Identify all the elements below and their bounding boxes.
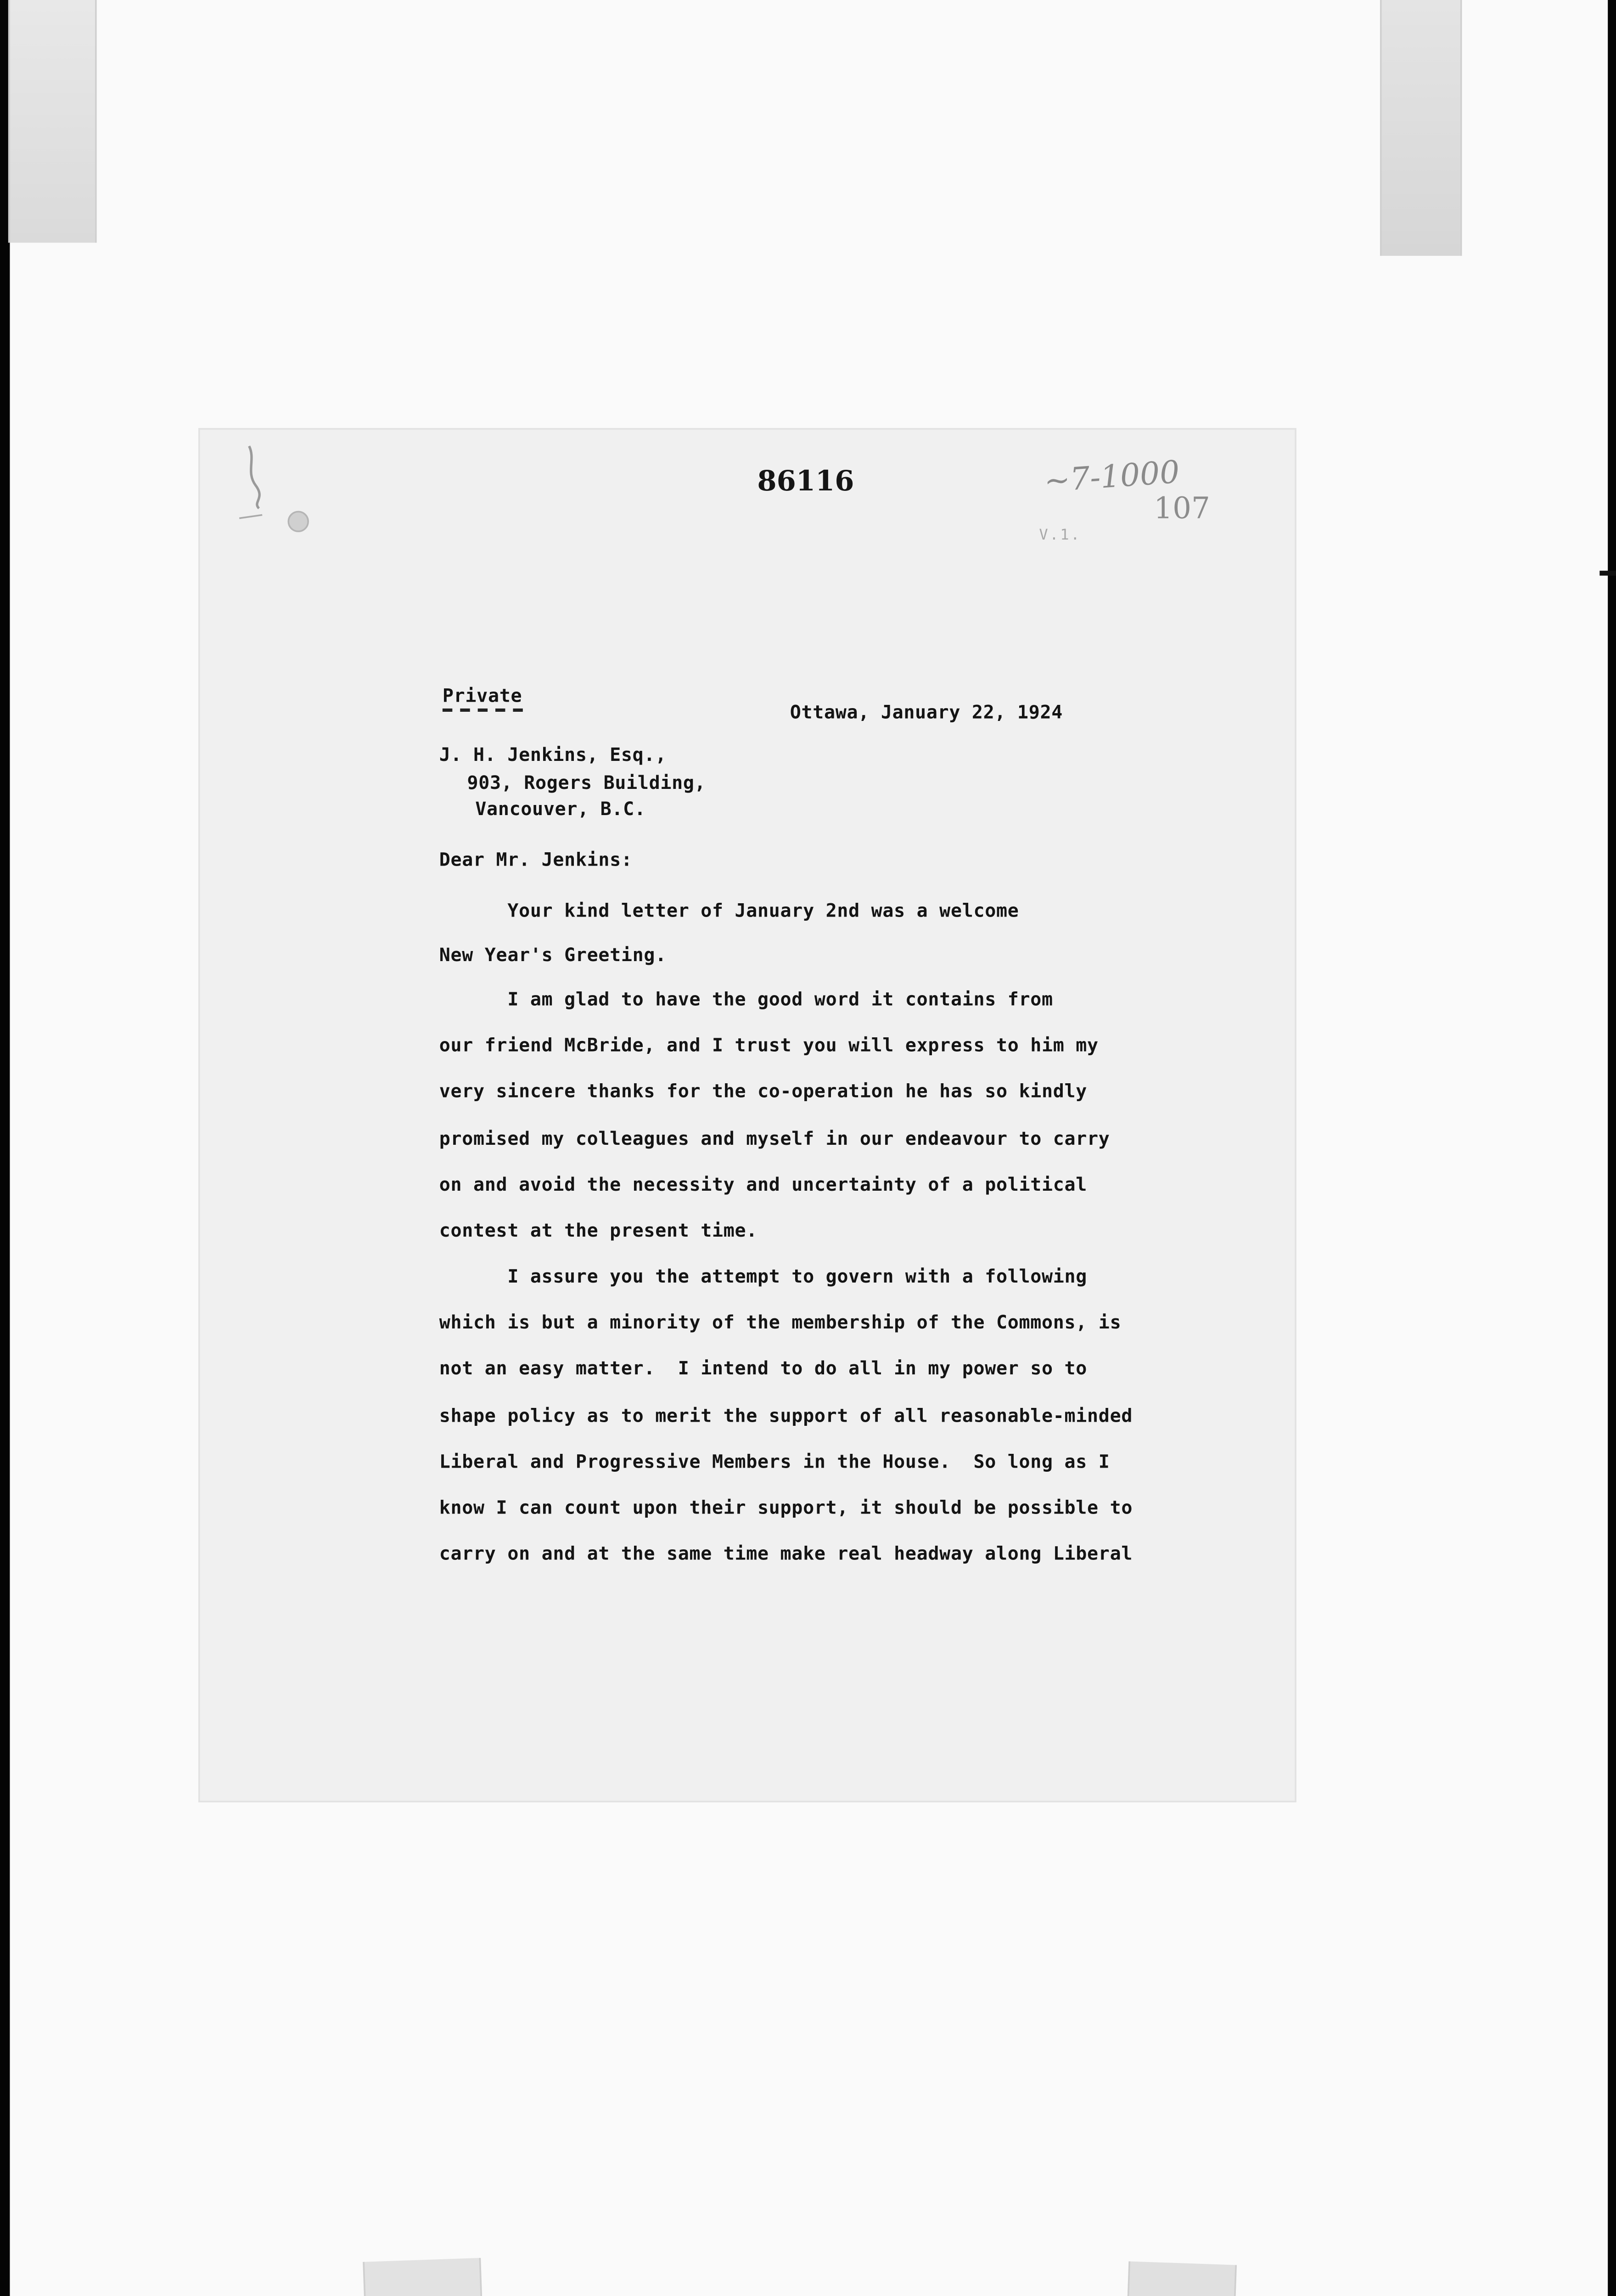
body-line: know I can count upon their support, it should be possible to bbox=[439, 1497, 1133, 1519]
film-edge-right bbox=[1608, 0, 1616, 2296]
address-line: J. H. Jenkins, Esq., bbox=[439, 744, 667, 766]
body-line: Your kind letter of January 2nd was a welcome bbox=[439, 900, 1019, 922]
faint-stamp: V.1. bbox=[1039, 528, 1082, 545]
body-line: carry on and at the same time make real headway along Liberal bbox=[439, 1543, 1133, 1565]
tape-strip bbox=[1127, 2261, 1237, 2296]
body-line: not an easy matter. I intend to do all in my power so to bbox=[439, 1358, 1088, 1379]
tape-strip bbox=[1380, 0, 1462, 256]
date-line: Ottawa, January 22, 1924 bbox=[790, 702, 1063, 723]
tape-strip bbox=[363, 2258, 483, 2296]
body-line: New Year's Greeting. bbox=[439, 945, 667, 966]
tape-strip bbox=[8, 0, 97, 243]
film-notch bbox=[1599, 571, 1616, 576]
body-line: Liberal and Progressive Members in the House. So long as I bbox=[439, 1451, 1110, 1473]
address-line: Vancouver, B.C. bbox=[475, 799, 646, 820]
salutation: Dear Mr. Jenkins: bbox=[439, 849, 633, 871]
address-line: 903, Rogers Building, bbox=[467, 772, 706, 794]
body-line: on and avoid the necessity and uncertainty of a political bbox=[439, 1174, 1088, 1196]
body-line: our friend McBride, and I trust you will express to him my bbox=[439, 1035, 1099, 1056]
private-label: Private bbox=[443, 686, 522, 712]
handwritten-note: ~7-1000 bbox=[1043, 454, 1181, 500]
body-line: promised my colleagues and myself in our endeavour to carry bbox=[439, 1128, 1110, 1150]
body-line: I assure you the attempt to govern with a following bbox=[439, 1266, 1088, 1288]
document-number: 86116 bbox=[757, 466, 854, 499]
body-line: contest at the present time. bbox=[439, 1220, 758, 1242]
body-line: I am glad to have the good word it contains from bbox=[439, 989, 1053, 1010]
film-edge-left bbox=[0, 0, 10, 2296]
pencil-mark-icon bbox=[236, 436, 318, 535]
body-line: which is but a minority of the membership of the Commons, is bbox=[439, 1312, 1122, 1334]
body-line: very sincere thanks for the co-operation he has so kindly bbox=[439, 1080, 1088, 1102]
letter-page bbox=[200, 430, 1295, 1801]
body-line: shape policy as to merit the support of all reasonable-minded bbox=[439, 1405, 1133, 1427]
page-number: 107 bbox=[1154, 492, 1210, 527]
